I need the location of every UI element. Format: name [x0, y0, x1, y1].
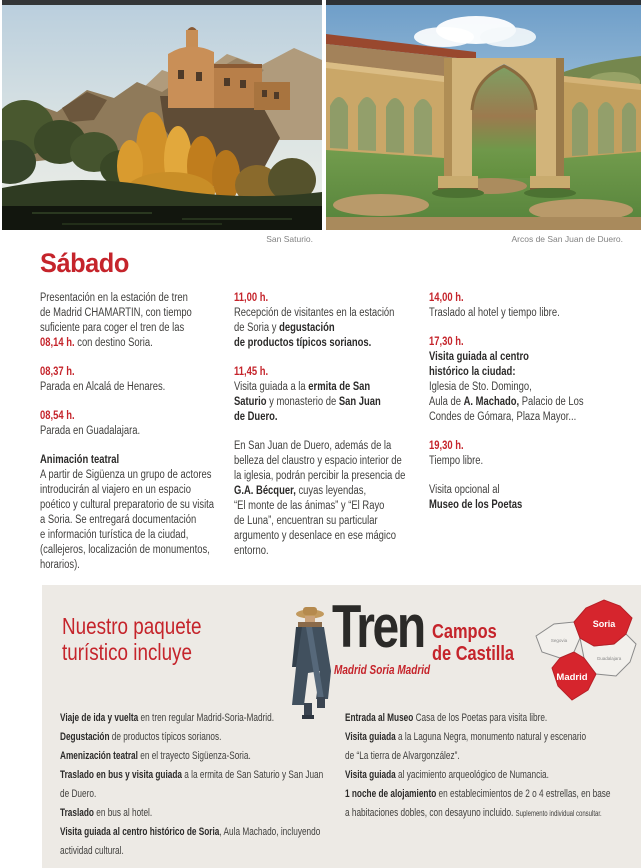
package-heading — [62, 613, 201, 665]
text-segment: poético y cultural preparatorio de su visita — [40, 499, 215, 511]
text-segment: de Duero. — [234, 411, 278, 423]
campos-title-line1: Campos — [432, 621, 497, 643]
text-segment: en establecimientos de 2 o 4 estrellas, en base — [436, 788, 611, 800]
text-segment: Visita guiada a la — [234, 381, 309, 393]
text-block — [429, 291, 619, 321]
caption-san-saturio: San Saturio. — [266, 234, 313, 244]
text-segment: con destino Soria. — [74, 337, 153, 349]
text-segment: belleza del claustro y espacio interior de — [234, 455, 402, 467]
text-segment: Visita guiada — [345, 769, 396, 781]
text-segment: Condes de Gómara, Plaza Mayor... — [429, 411, 577, 423]
text-block — [60, 709, 345, 728]
map-label-segovia: Segovia — [550, 638, 568, 643]
text-segment: San Juan — [338, 396, 381, 408]
text-segment: Palacio de Los — [519, 396, 584, 408]
text-segment: G.A. Bécquer, — [234, 485, 296, 497]
text-segment: Visita guiada al centro histórico de Soria — [60, 826, 220, 838]
text-segment: cuyas leyendas, — [295, 485, 367, 497]
text-segment: y monasterio de — [266, 396, 339, 408]
text-segment: 19,30 h. — [429, 440, 464, 452]
text-segment: ermita de San — [308, 381, 371, 393]
text-block — [345, 709, 638, 728]
text-segment: Museo de los Poetas — [429, 499, 523, 511]
text-segment: a la ermita de San Saturio y San Juan — [181, 769, 324, 781]
text-segment: Animación teatral — [40, 454, 120, 466]
text-block — [60, 823, 345, 861]
schedule-column-2 — [234, 291, 424, 573]
text-segment: Recepción de visitantes en la estación — [234, 307, 395, 319]
shepherd-illustration — [284, 605, 336, 719]
text-segment: Aula de — [429, 396, 464, 408]
text-block — [60, 728, 345, 747]
text-block — [345, 766, 638, 785]
campos-de-castilla-title — [432, 621, 514, 665]
text-segment: 1 noche de alojamiento — [345, 788, 437, 800]
text-segment: Visita opcional al — [429, 484, 500, 496]
text-segment: 08,37 h. — [40, 366, 75, 378]
text-segment: 11,45 h. — [234, 366, 269, 378]
package-heading-line2: turístico incluye — [62, 639, 192, 665]
map-label-soria: Soria — [592, 619, 616, 629]
text-segment: al yacimiento arqueológico de Numancia. — [395, 769, 549, 781]
text-segment: Entrada al Museo — [345, 712, 414, 724]
castilla-provinces-map — [530, 596, 641, 704]
text-segment: a la Laguna Negra, monumento natural y escenario — [395, 731, 587, 743]
text-block — [60, 747, 345, 766]
text-segment: Presentación en la estación de tren — [40, 292, 188, 304]
text-segment: en bus al hotel. — [93, 807, 153, 819]
text-segment: Traslado — [60, 807, 94, 819]
text-segment: Saturio — [234, 396, 267, 408]
text-segment: horarios). — [40, 559, 80, 571]
text-block — [429, 335, 619, 425]
text-segment: en tren regular Madrid-Soria-Madrid. — [138, 712, 274, 724]
caption-arcos-san-juan: Arcos de San Juan de Duero. — [511, 234, 623, 244]
text-segment: “El monte de las ánimas” y “El Rayo — [234, 500, 385, 512]
package-items-left — [60, 709, 345, 861]
text-segment: A partir de Sigüenza un grupo de actores — [40, 469, 212, 481]
text-block — [40, 453, 230, 573]
text-segment: de productos típicos sorianos. — [109, 731, 222, 743]
text-segment: 11,00 h. — [234, 292, 269, 304]
package-heading-line1: Nuestro paquete — [62, 613, 202, 639]
schedule-column-3 — [429, 291, 619, 527]
text-segment: En San Juan de Duero, además de la — [234, 440, 392, 452]
text-segment: Tiempo libre. — [429, 455, 484, 467]
text-segment: Iglesia de Sto. Domingo, — [429, 381, 532, 393]
text-block — [345, 728, 638, 766]
text-segment: Casa de los Poetas para visita libre. — [413, 712, 548, 724]
text-segment: en el trayecto Sigüenza-Soria. — [137, 750, 251, 762]
text-segment: Traslado al hotel y tiempo libre. — [429, 307, 560, 319]
arcos-san-juan-photo — [326, 0, 641, 230]
text-block — [40, 409, 230, 439]
text-segment: de Luna”, encuentran su particular — [234, 515, 378, 527]
text-segment: Amenización teatral — [60, 750, 138, 762]
text-segment: de Madrid CHAMARTIN, con tiempo — [40, 307, 192, 319]
text-segment: argumento y desenlace en ese mágico — [234, 530, 396, 542]
text-segment: Parada en Guadalajara. — [40, 425, 141, 437]
text-segment: Suplemento individual consultar. — [515, 809, 602, 818]
text-segment: a habitaciones dobles, con desayuno incluido. — [345, 807, 516, 819]
text-block — [345, 785, 638, 823]
text-segment: Visita guiada — [345, 731, 396, 743]
text-segment: a Soria. Se entregará documentación — [40, 514, 197, 526]
text-segment: de productos típicos sorianos. — [234, 337, 372, 349]
text-segment: Parada en Alcalá de Henares. — [40, 381, 166, 393]
route-madrid-soria-madrid: Madrid Soria Madrid — [334, 663, 431, 677]
map-label-madrid: Madrid — [556, 672, 588, 683]
text-segment: Traslado en bus y visita guiada — [60, 769, 182, 781]
text-segment: 08,54 h. — [40, 410, 75, 422]
text-segment: 14,00 h. — [429, 292, 464, 304]
text-segment: de Soria y — [234, 322, 280, 334]
text-segment: Degustación — [60, 731, 110, 743]
text-segment: la iglesia, podrán percibir la presencia de — [234, 470, 406, 482]
text-segment: suficiente para coger el tren de las — [40, 322, 185, 334]
text-segment: (callejeros, localización de monumentos, — [40, 544, 210, 556]
text-segment: histórico la ciudad: — [429, 366, 516, 378]
san-saturio-photo — [2, 0, 322, 230]
tren-logo-wordmark: Tren — [332, 593, 424, 660]
text-segment: de “La tierra de Alvargonzález”. — [345, 750, 460, 762]
text-segment: entorno. — [234, 545, 269, 557]
text-block — [429, 439, 619, 469]
map-label-guadalajara: Guadalajara — [596, 656, 622, 661]
text-segment: degustación — [279, 322, 335, 334]
text-segment: introducirán al viajero en un espacio — [40, 484, 191, 496]
schedule-column-1 — [40, 291, 230, 587]
text-segment: de Duero. — [60, 788, 97, 800]
text-segment: Visita guiada al centro — [429, 351, 529, 363]
text-block — [234, 365, 424, 425]
text-block — [40, 291, 230, 351]
text-segment: , Aula Machado, incluyendo — [219, 826, 321, 838]
text-block — [429, 483, 619, 513]
text-segment: A. Machado, — [463, 396, 520, 408]
text-block — [40, 365, 230, 395]
text-segment: Viaje de ida y vuelta — [60, 712, 139, 724]
text-segment: actividad cultural. — [60, 845, 124, 857]
text-segment: 08,14 h. — [40, 337, 75, 349]
section-title-sabado: Sábado — [40, 248, 129, 278]
text-segment: e información turística de la ciudad, — [40, 529, 189, 541]
text-block — [234, 439, 424, 559]
text-block — [234, 291, 424, 351]
text-block — [60, 804, 345, 823]
text-segment: 17,30 h. — [429, 336, 464, 348]
campos-title-line2: de Castilla — [432, 643, 515, 665]
text-block — [60, 766, 345, 804]
package-items-right — [345, 709, 638, 823]
package-box — [42, 585, 641, 868]
